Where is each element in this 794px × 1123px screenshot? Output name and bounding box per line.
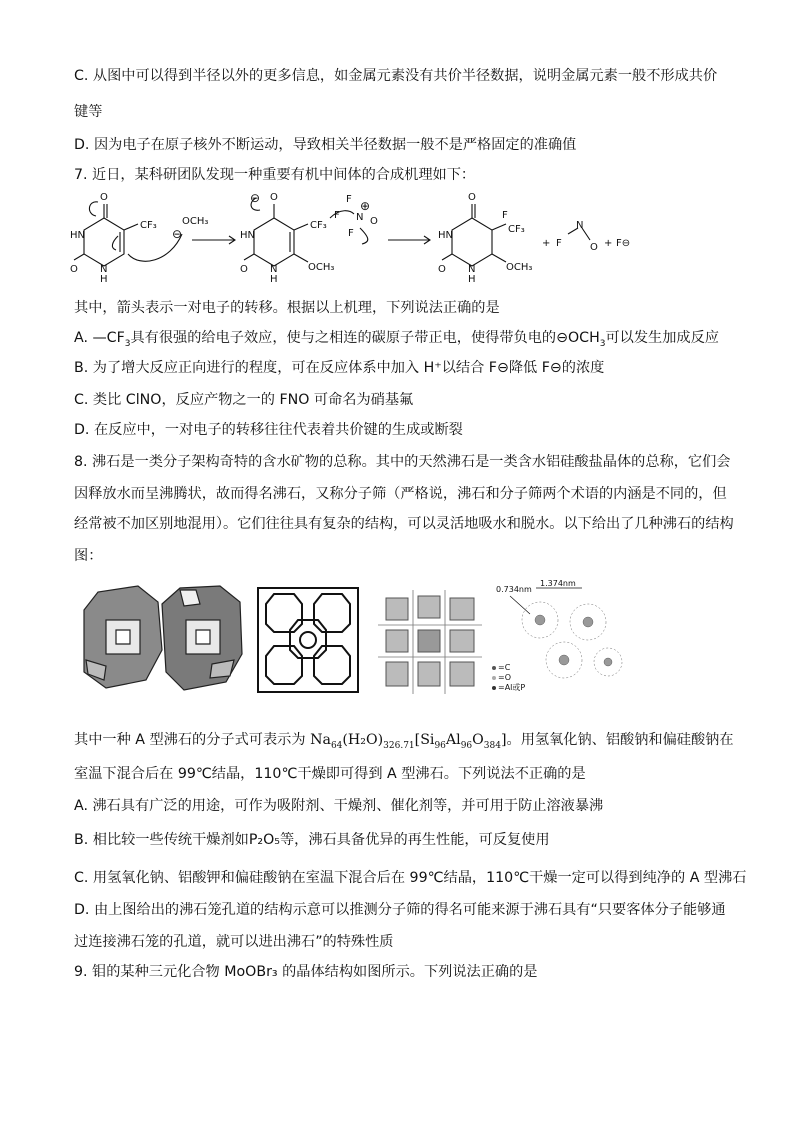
reactant-oxygen-2: O [70,264,78,275]
reactant-ring [84,218,124,266]
q7-stem: 7. 近日，某科研团队发现一种重要有机中间体的合成机理如下： [74,167,476,183]
reactant-cf3: CF₃ [140,220,157,231]
reactant-h: H [100,274,108,283]
q8-stem-line4: 图： [74,548,103,564]
legend-oxygen: =O [498,673,511,682]
q8-stem-line2: 因释放水而呈沸腾状，故而得名沸石，又称分子筛（严格说，沸石和分子筛两个术语的内涵是不同的，但 [74,486,727,502]
fno-fluorine: F [556,238,562,249]
product-oxygen-2: O [438,264,446,275]
intermediate-ring [254,218,294,266]
q8-stem-line5: 室温下混合后在 99℃结晶，110℃干燥即可得到 A 型沸石。下列说法不正确的是 [74,766,586,782]
intermediate-n: N [270,264,278,275]
product-hn: HN [438,230,453,241]
zeolite-pore-diagram-4 [490,578,624,698]
q8-formula-outro: 。用氢氧化钠、铝酸钠和偏硅酸钠在 [506,732,734,748]
q7a-part1: A. —CF [74,330,125,346]
q8-option-d-line2: 过连接沸石笼的孔道，就可以进出沸石”的特殊性质 [74,934,394,950]
q7a-part2: 具有很强的给电子效应，使与之相连的碳原子带正电，使得带负电的 [130,330,557,346]
intermediate-oxygen: O [270,192,278,203]
a-type-zeolite-formula: $Na_{64}(H_2O)_{326.71}[Si_{96}Al_{96}O_{384}]$ [310,732,507,751]
product-oxygen: O [468,192,476,203]
q7a-och3-sub: 3 [599,338,606,349]
methoxide-charge: ⊖ [172,227,183,241]
nf-charge: ⊕ [360,199,371,213]
q8-formula-line [74,730,734,750]
product-h: H [468,274,476,283]
nf-fluorine-1: F [346,194,352,205]
intermediate-hn: HN [240,230,255,241]
q8-option-a: A. 沸石具有广泛的用途，可作为吸附剂、干燥剂、催化剂等，并可用于防止溶液暴沸 [74,798,604,814]
q6-option-c-line1: C. 从图中可以得到半径以外的更多信息，如金属元素没有共价半径数据，说明金属元素一般不形成共价 [74,68,718,84]
zeolite-crystal-image-3 [378,590,482,694]
intermediate-oxygen-2: O [240,264,248,275]
intermediate-h: H [270,274,278,283]
q7-note: 其中，箭头表示一对电子的转移。根据以上机理，下列说法正确的是 [74,300,500,316]
fluoride-ion: F⊖ [616,238,631,249]
legend-carbon: =C [498,663,511,672]
q9-stem: 9. 钼的某种三元化合物 MoOBr₃ 的晶体结构如图所示。下列说法正确的是 [74,964,538,980]
reaction-mechanism-scheme [70,188,640,283]
fno-nitrogen: N [576,220,584,231]
p2o5-formula: P₂O₅ [248,832,280,848]
q6-option-c-line2: 键等 [74,104,103,120]
nf-nitrogen: N [356,212,364,223]
product-ring [452,218,492,266]
q8-formula-intro: 其中一种 A 型沸石的分子式可表示为 [74,732,306,748]
product-n: N [468,264,476,275]
legend-al-or-p: =Al或P [498,683,526,692]
intermediate-cf3: CF₃ [310,220,327,231]
curved-arrow-1 [89,202,98,216]
product-cf3: CF₃ [508,224,525,235]
q8-stem-line3: 经常被不加区别地混用）。它们往往具有复杂的结构，可以灵活地吸水和脱水。以下给出了几种沸石的结构 [74,516,734,532]
pore-dimension-1: 0.734nm [496,585,532,594]
q8-option-c: C. 用氢氧化钠、铝酸钾和偏硅酸钠在室温下混合后在 99℃结晶，110℃干燥一定可以得到纯净的 A 型沸石 [74,870,747,886]
methoxide-label: OCH₃ [182,216,209,227]
product-och3: OCH₃ [506,262,533,273]
q7a-charge: ⊖ [556,330,568,346]
q7-option-a [74,328,719,348]
q8-stem-line1: 8. 沸石是一类分子架构奇特的含水矿物的总称。其中的天然沸石是一类含水铝硅酸盐晶体的总称，它们会 [74,454,731,470]
q7-option-d: D. 在反应中，一对电子的转移往往代表着共价键的生成或断裂 [74,422,463,438]
nf-fluorine-3: F [348,228,354,239]
q7-option-b: B. 为了增大反应正向进行的程度，可在反应体系中加入 H⁺以结合 F⊖降低 F⊖的浓度 [74,360,605,376]
q6-option-d: D. 因为电子在原子核外不断运动，导致相关半径数据一般不是严格固定的准确值 [74,137,577,153]
reactant-hn: HN [70,230,85,241]
q7a-part3: OCH [568,330,600,346]
zeolite-cage-image-1 [76,580,246,698]
nf-oxygen: O [370,216,378,227]
plus-sign-2: + [604,238,613,249]
q8-option-b: B. 相比较一些传统干燥剂如P₂O₅等，沸石具备优异的再生性能，可反复使用 [74,832,550,848]
pore-dimension-2: 1.374nm [540,579,576,588]
q7a-cf3-sub: 3 [124,338,131,349]
zeolite-framework-image-2 [254,584,362,696]
q7a-part4: 可以发生加成反应 [605,330,719,346]
q8-option-d-line1: D. 由上图给出的沸石笼孔道的结构示意可以推测分子筛的得名可能来源于沸石具有“只要客体分子能够通 [74,902,726,918]
reactant-oxygen: O [100,192,108,203]
plus-sign-1: + [542,238,551,249]
product-fluorine: F [502,210,508,221]
reactant-n: N [100,264,108,275]
intermediate-och3: OCH₃ [308,262,335,273]
q7-option-c: C. 类比 ClNO，反应产物之一的 FNO 可命名为硝基氟 [74,392,414,408]
fno-oxygen: O [590,242,598,253]
nf-fluorine-2: F [334,210,340,221]
intermediate-charge: ⊖ [250,191,261,205]
